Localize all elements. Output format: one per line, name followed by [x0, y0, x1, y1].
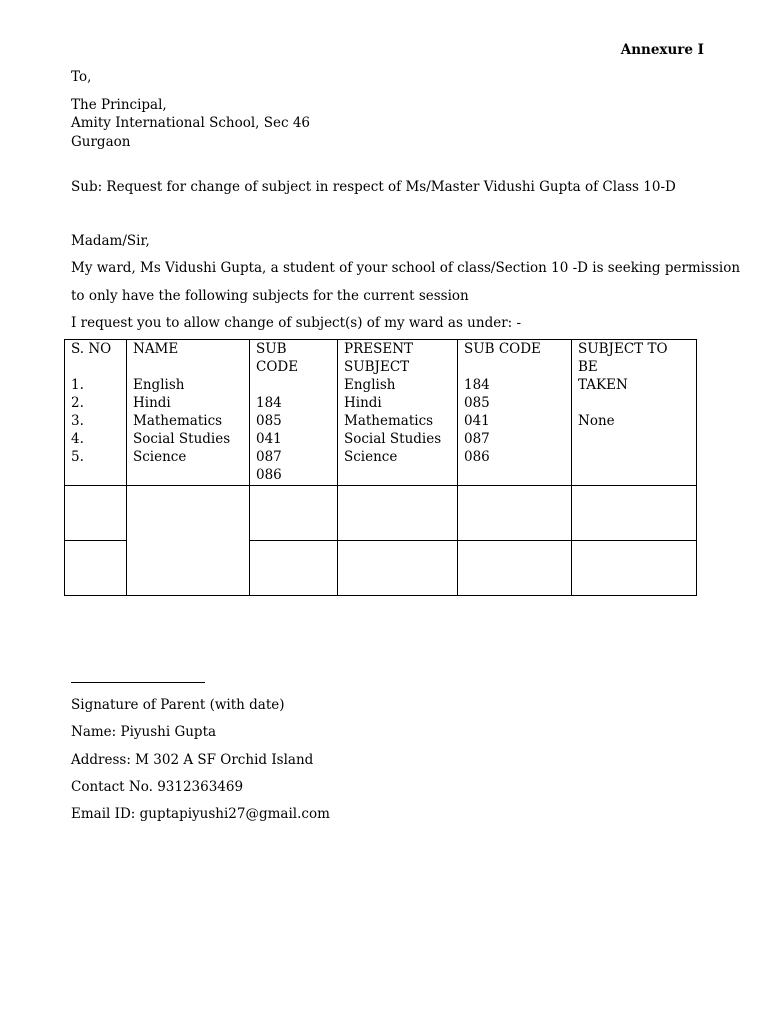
present-subject-4: Social Studies — [344, 431, 442, 447]
name-cell — [127, 340, 250, 486]
recipient-city: Gurgaon — [71, 134, 131, 150]
present-code-cell — [458, 340, 572, 486]
header-sno: S. NO — [71, 341, 112, 357]
salutation: Madam/Sir, — [71, 233, 150, 249]
header-present: PRESENT — [344, 341, 414, 357]
present-subject-2: Hindi — [344, 395, 382, 411]
name-2: Hindi — [133, 395, 171, 411]
empty-cell — [250, 486, 338, 541]
to-be-taken-value: None — [578, 413, 615, 429]
to-line: To, — [71, 69, 92, 85]
annexure-label: Annexure I — [620, 42, 704, 58]
empty-cell — [65, 541, 127, 596]
sno-cell — [65, 340, 127, 486]
signature-label: Signature of Parent (with date) — [71, 697, 285, 713]
signature-line — [71, 682, 205, 683]
header-subject-to-be: SUBJECT TO BE — [578, 341, 668, 375]
name-1: English — [133, 377, 185, 393]
present-code-1: 184 — [464, 377, 490, 393]
present-subject-3: Mathematics — [344, 413, 434, 429]
body-line-2: to only have the following subjects for the current session — [71, 288, 469, 304]
sub-code-cell — [250, 340, 338, 486]
name-3: Mathematics — [133, 413, 223, 429]
table-row — [65, 340, 697, 486]
present-code-3: 041 — [464, 413, 490, 429]
present-code-5: 086 — [464, 449, 490, 465]
code-5: 086 — [256, 467, 282, 483]
header-sub-code-2: SUB CODE — [464, 341, 541, 357]
present-code-2: 085 — [464, 395, 490, 411]
empty-cell — [458, 486, 572, 541]
subject-change-table — [64, 339, 697, 596]
code-1: 184 — [256, 395, 282, 411]
present-code-4: 087 — [464, 431, 490, 447]
table-row — [65, 486, 697, 541]
parent-address: Address: M 302 A SF Orchid Island — [71, 752, 314, 768]
sno-3: 3. — [71, 413, 84, 429]
empty-cell — [458, 541, 572, 596]
empty-cell — [572, 486, 697, 541]
header-sub-code: SUB CODE — [256, 341, 299, 375]
empty-cell — [127, 486, 250, 596]
header-present-subject: SUBJECT — [344, 359, 410, 375]
parent-email: Email ID: guptapiyushi27@gmail.com — [71, 806, 330, 822]
code-4: 087 — [256, 449, 282, 465]
empty-cell — [572, 541, 697, 596]
present-subject-1: English — [344, 377, 396, 393]
recipient-title: The Principal, — [71, 97, 167, 113]
recipient-school: Amity International School, Sec 46 — [71, 115, 310, 131]
empty-cell — [250, 541, 338, 596]
sno-5: 5. — [71, 449, 84, 465]
parent-contact: Contact No. 9312363469 — [71, 779, 244, 795]
empty-cell — [338, 486, 458, 541]
name-4: Social Studies — [133, 431, 231, 447]
code-2: 085 — [256, 413, 282, 429]
empty-cell — [65, 486, 127, 541]
sno-4: 4. — [71, 431, 84, 447]
sno-2: 2. — [71, 395, 84, 411]
body-line-3: I request you to allow change of subject(s) of my ward as under: - — [71, 315, 522, 331]
code-3: 041 — [256, 431, 282, 447]
present-subject-5: Science — [344, 449, 398, 465]
present-subject-cell — [338, 340, 458, 486]
subject-line: Sub: Request for change of subject in respect of Ms/Master Vidushi Gupta of Class 10-D — [71, 179, 676, 195]
to-be-taken-cell — [572, 340, 697, 486]
empty-cell — [338, 541, 458, 596]
header-name: NAME — [133, 341, 179, 357]
parent-name: Name: Piyushi Gupta — [71, 724, 217, 740]
body-line-1: My ward, Ms Vidushi Gupta, a student of your school of class/Section 10 -D is seeking permission — [71, 260, 741, 276]
name-5: Science — [133, 449, 187, 465]
header-taken: TAKEN — [578, 377, 628, 393]
sno-1: 1. — [71, 377, 84, 393]
